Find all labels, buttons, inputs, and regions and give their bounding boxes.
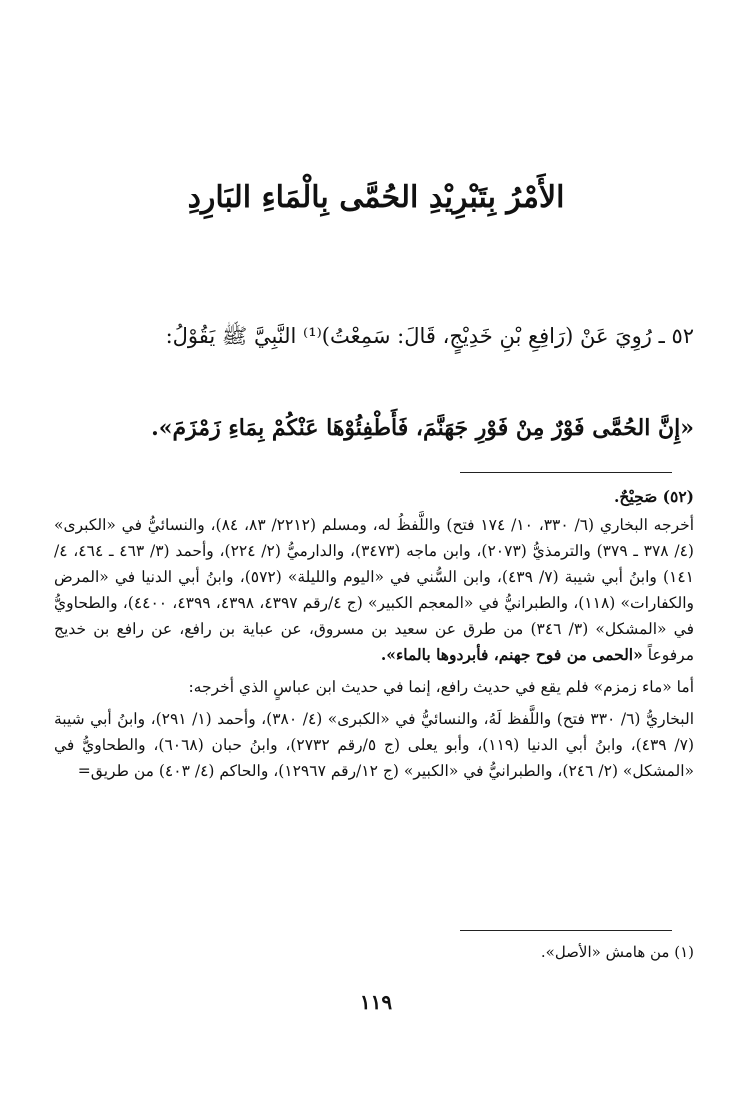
takhrij-notes [54,484,694,790]
page-number: ١١٩ [359,990,393,1014]
notes-paragraph-text: أخرجه البخاري (٦/ ٣٣٠، ١٠/ ١٧٤ فتح) واللَّفظُ له، ومسلم (٢٢١٢/ ٨٣، ٨٤)، والنسائيُّ في «الكبرى» (٤/ ٣٧٨ ـ ٣٧٩) والترمذيُّ (٢٠٧٣)، وابن ماجه (٣٤٧٣)، والدارميُّ (٢/ ٢٢٤)، وأحمد (٣/ ٤٦٣ ـ ٤٦٤، ٤/ ١٤١) وابنُ أبي شيبة (٧/ ٤٣٩)، وابن السُّني في «اليوم والليلة» (٥٧٢)، وابنُ أبي الدنيا في «المرض والكفارات» (١١٨)، والطبرانيُّ في «المعجم الكبير» (ج ٤/رقم ٤٣٩٧، ٤٣٩٨، ٤٣٩٩، ٤٤٠٠)، والطحاويُّ في «المشكل» (٣/ ٣٤٦) من طرق عن سعيد بن مسروق، عن عباية بن رافع، عن رافع بن خديج مرفوعاً [54,516,695,664]
notes-paragraph: البخاريُّ (٦/ ٣٣٠ فتح) واللَّفظ لَهُ، والنسائيُّ في «الكبرى» (٤/ ٣٨٠)، وأحمد (١/ ٢٩١)، وابنُ أبي شيبة (٧/ ٤٣٩)، وابنُ أبي الدنيا (١١٩)، وأبو يعلى (ج ٥/رقم ٢٧٣٢)، وابنُ حبان (٦٠٦٨)، والطحاويُّ في «المشكل» (٢/ ٢٤٦)، والطبرانيُّ في «الكبير» (ج ١٢/رقم ١٢٩٦٧)، والحاكم (٤/ ٤٠٣) من طريق= [54,710,695,780]
footnote-separator [460,930,672,931]
separator-line [460,472,672,473]
hadith-intro: ٥٢ ـ رُوِيَ عَنْ (رَافِعِ بْنِ خَدِيْجٍ، قَالَ: سَمِعْتُ)⁽¹⁾ النَّبِيَّ ﷺ يَقُوْلُ: [165,324,694,348]
notes-paragraph [54,512,694,668]
hadith-text: «إِنَّ الحُمَّى فَوْرٌ مِنْ فَوْرِ جَهَنَّمَ، فَأَطْفِئُوْهَا عَنْكُمْ بِمَاءِ زَمْزَمَ». [151,415,694,441]
notes-heading: (٥٢) صَحِيْحٌ. [614,487,694,506]
chapter-title: الأَمْرُ بِتَبْرِيْدِ الحُمَّى بِالْمَاءِ البَارِدِ [187,180,565,215]
notes-paragraph: أما «ماء زمزم» فلم يقع في حديث رافع، إنما في حديث ابن عباسٍ الذي أخرجه: [188,678,694,696]
notes-quote: «الحمى من فوح جهنم، فأبردوها بالماء». [380,645,643,664]
footnote: (١) من هامش «الأصل». [540,943,694,961]
